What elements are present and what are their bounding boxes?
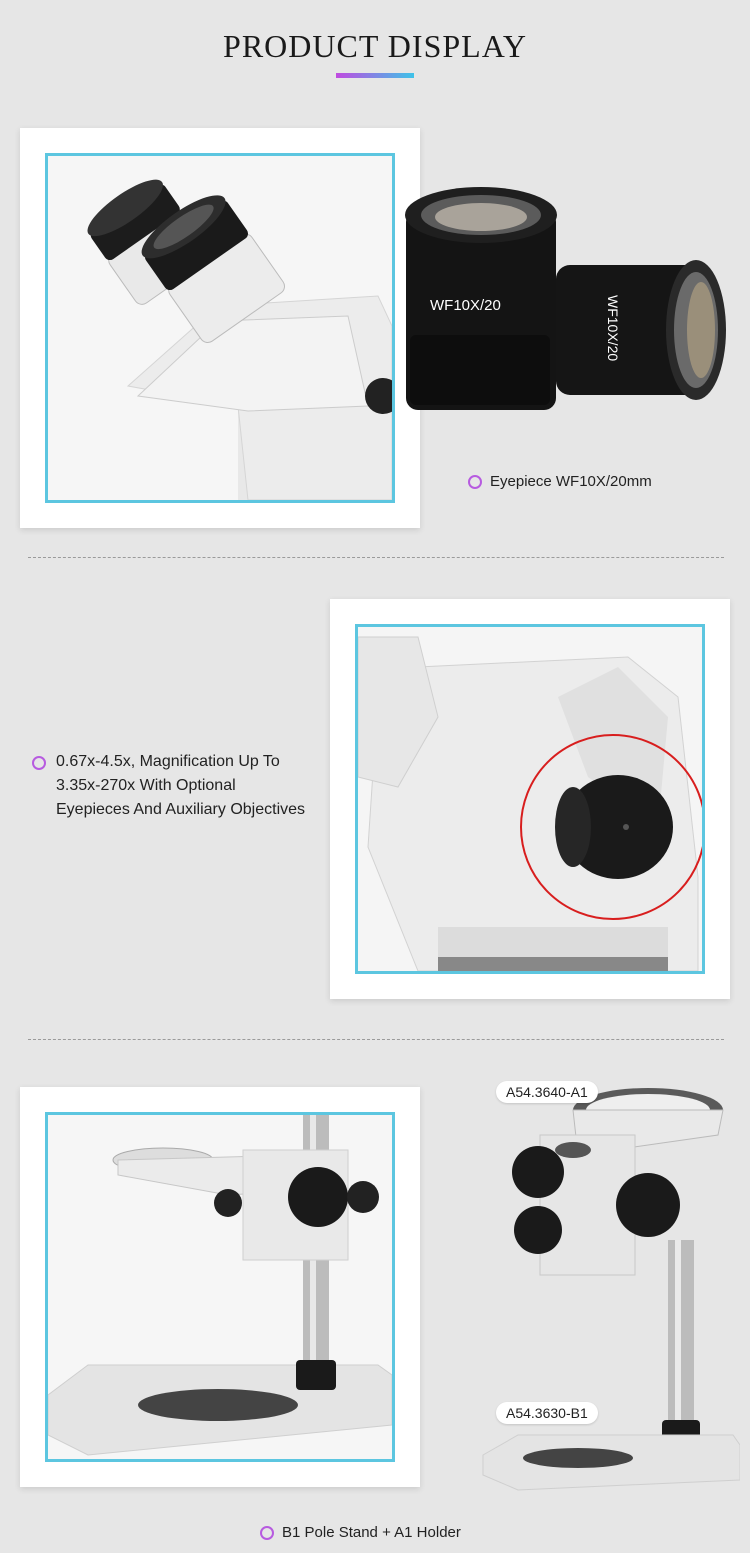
eyepiece-engraving-right: WF10X/20	[605, 295, 621, 362]
pole-stand-card	[20, 1087, 420, 1487]
model-label-pole-stand: A54.3630-B1	[496, 1402, 598, 1424]
eyepiece-engraving-left: WF10X/20	[430, 297, 501, 314]
holder-and-pole-image	[478, 1080, 740, 1510]
eyepiece-caption	[468, 473, 652, 490]
page-title: PRODUCT DISPLAY	[223, 28, 527, 64]
bullet-circle-icon	[32, 756, 46, 770]
model-label-holder: A54.3640-A1	[496, 1081, 598, 1103]
binocular-head-image	[48, 156, 392, 500]
magnification-description-text: 0.67x-4.5x, Magnification Up To 3.35x-270x With Optional Eyepieces And Auxiliary Objectives	[56, 753, 306, 818]
section-divider	[28, 557, 724, 558]
zoom-knob-image	[358, 627, 702, 971]
zoom-knob-frame	[355, 624, 705, 974]
pole-stand-image	[48, 1115, 392, 1459]
pole-stand-frame	[45, 1112, 395, 1462]
section-divider	[28, 1039, 724, 1040]
zoom-knob-card	[330, 599, 730, 999]
bullet-circle-icon	[260, 1526, 274, 1540]
title-underline	[336, 73, 414, 78]
binocular-head-card	[20, 128, 420, 528]
pole-stand-caption	[260, 1524, 461, 1541]
eyepiece-image	[396, 185, 736, 430]
pole-stand-caption-text: B1 Pole Stand + A1 Holder	[282, 1524, 461, 1541]
eyepiece-caption-text: Eyepiece WF10X/20mm	[490, 473, 652, 490]
binocular-head-frame	[45, 153, 395, 503]
bullet-circle-icon	[468, 475, 482, 489]
